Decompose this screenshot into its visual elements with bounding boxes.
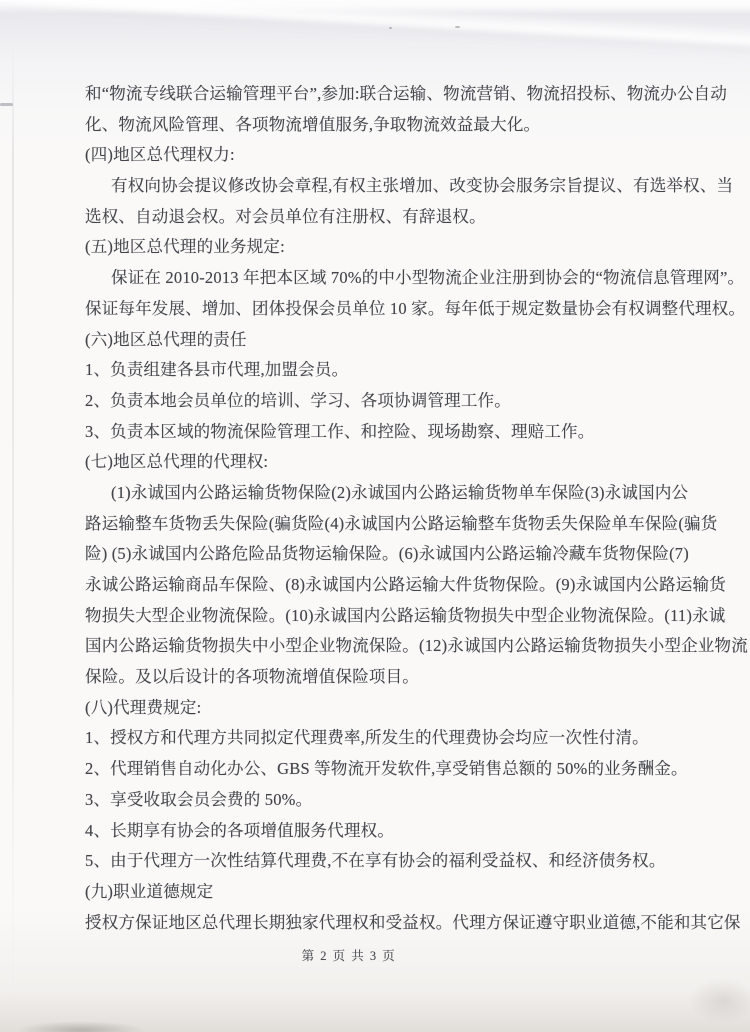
scan-smudge-bottom-left <box>16 1021 146 1032</box>
text-line: 有权向协会提议修改协会章程,有权主张增加、改变协会服务宗旨提议、有选举权、当 <box>111 176 734 196</box>
list-item: 1、授权方和代理方共同拟定代理费率,所发生的代理费协会均应一次性付清。 <box>85 728 649 748</box>
text-line: (1)永诚国内公路运输货物保险(2)永诚国内公路运输货物单车保险(3)永诚国内公 <box>111 482 689 502</box>
text-line: 险) (5)永诚国内公路危险品货物运输保险。(6)永诚国内公路运输冷藏车货物保险(7) <box>85 544 689 564</box>
section-heading: (六)地区总代理的责任 <box>85 329 247 349</box>
text-line: 物损失大型企业物流保险。(10)永诚国内公路运输货物损失中型企业物流保险。(11)永诚 <box>85 605 726 625</box>
scan-dash-artifact <box>0 103 13 106</box>
list-item: 5、由于代理方一次性结算代理费,不在享有协会的福利受益权、和经济债务权。 <box>85 851 666 871</box>
scan-speck-artifact <box>455 26 460 28</box>
list-item: 4、长期享有协会的各项增值服务代理权。 <box>85 820 395 840</box>
section-heading: (七)地区总代理的代理权: <box>85 452 269 472</box>
section-heading: (九)职业道德规定 <box>85 881 214 901</box>
text-line: 选权、自动退会权。对会员单位有注册权、有辞退权。 <box>85 206 486 226</box>
paper-edge-line <box>12 45 14 1014</box>
list-item: 2、负责本地会员单位的培训、学习、各项协调管理工作。 <box>85 390 511 410</box>
text-line: 保证每年发展、增加、团体投保会员单位 10 家。每年低于规定数量协会有权调整代理权。 <box>85 298 746 318</box>
section-heading: (八)代理费规定: <box>85 697 202 717</box>
section-heading: (五)地区总代理的业务规定: <box>85 237 285 257</box>
section-heading: (四)地区总代理权力: <box>85 145 235 165</box>
scan-crease-artifact <box>0 0 750 64</box>
list-item: 3、负责本区域的物流保险管理工作、和控险、现场勘察、理赔工作。 <box>85 421 595 441</box>
text-line: 路运输整车货物丢失保险(骗货险(4)永诚国内公路运输整车货物丢失保险单车保险(骗货 <box>85 513 718 533</box>
list-item: 2、代理销售自动化办公、GBS 等物流开发软件,享受销售总额的 50%的业务酬金。 <box>85 759 688 779</box>
text-line: 化、物流风险管理、各项物流增值服务,争取物流效益最大化。 <box>85 114 541 134</box>
text-line: 永诚公路运输商品车保险、(8)永诚国内公路运输大件货物保险。(9)永诚国内公路运输货 <box>85 575 726 594</box>
document-text-block <box>85 79 748 938</box>
list-item: 1、负责组建各县市代理,加盟会员。 <box>85 360 349 380</box>
scan-speck-artifact <box>389 27 392 29</box>
page-number: 第 2 页 共 3 页 <box>301 949 397 963</box>
text-line: 保证在 2010-2013 年把本区域 70%的中小型物流企业注册到协会的“物流信息管理网”。 <box>111 268 745 288</box>
text-line: 授权方保证地区总代理长期独家代理权和受益权。代理方保证遵守职业道德,不能和其它保 <box>85 912 741 932</box>
text-line: 国内公路运输货物损失中小型企业物流保险。(12)永诚国内公路运输货物损失小型企业物流 <box>85 636 748 656</box>
text-line: 保险。及以后设计的各项物流增值保险项目。 <box>85 667 419 687</box>
list-item: 3、享受收取会员会费的 50%。 <box>85 789 313 809</box>
text-line: 和“物流专线联合运输管理平台”,参加:联合运输、物流营销、物流招投标、物流办公自动 <box>85 84 728 103</box>
scan-smudge-bottom-right <box>688 978 750 1024</box>
